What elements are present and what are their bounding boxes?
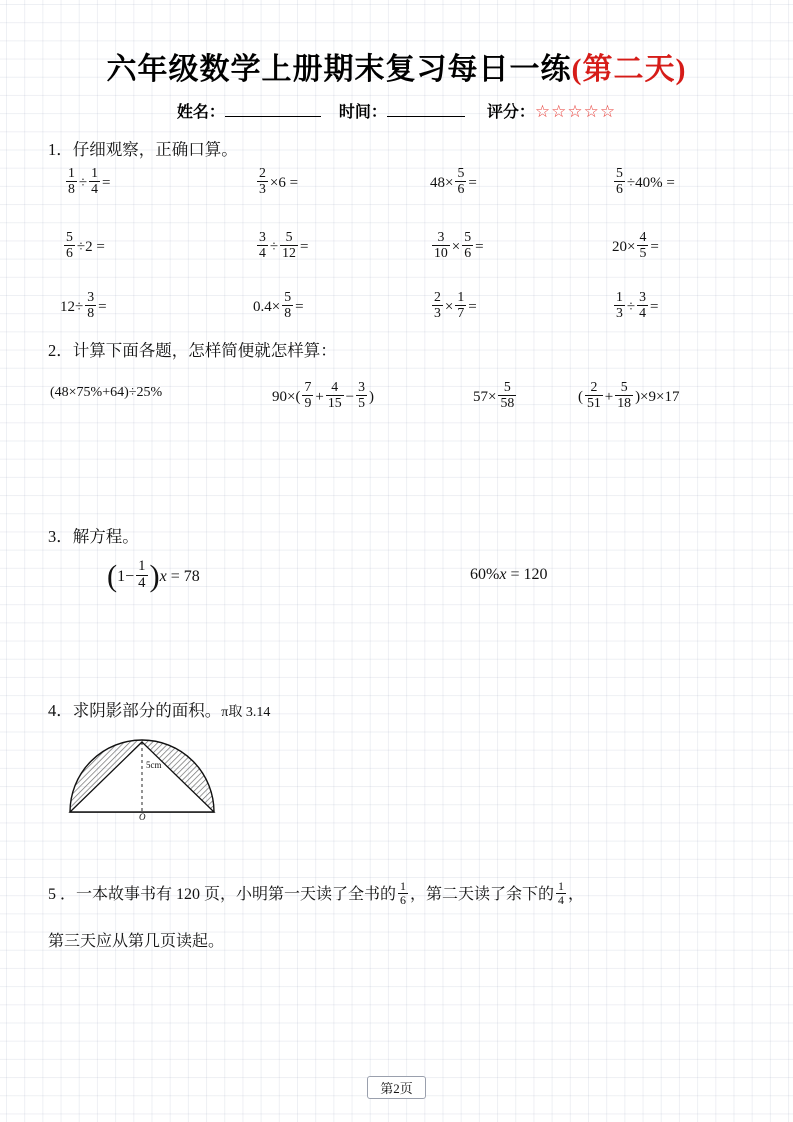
q2-item-4: ( $\frac{2}{51}$ + $\frac{5}{18}$ )×9×17	[578, 379, 680, 411]
question-5-line-1: 5 ．一本故事书有 120 页，小明第一天读了全书的 $\frac{1}{6}$ ，第二天读了余下的 $\frac{1}{4}$ ，	[48, 879, 585, 908]
question-2-number: 2．	[48, 341, 73, 360]
page-title-main: 六年级数学上册期末复习每日一练	[106, 53, 572, 86]
name-field[interactable]	[225, 116, 321, 117]
question-3-number: 3．	[48, 527, 73, 546]
page-title-suffix: (第二天)	[571, 53, 687, 86]
q1-item-8: 20× $\frac{4}{5}$ =	[612, 229, 659, 261]
q1-item-2: $\frac{2}{3}$ ×6 =	[259, 165, 299, 197]
q1-item-6: $\frac{3}{4}$ ÷ $\frac{5}{12}$ =	[259, 229, 309, 261]
question-5-line-2	[48, 925, 224, 959]
q2-item-1: (48×75%+64)÷25%	[50, 385, 163, 400]
page-title	[0, 44, 793, 88]
q1-item-5: $\frac{5}{6}$ ÷2 =	[66, 229, 105, 261]
q1-item-3: 48× $\frac{5}{6}$ =	[430, 165, 477, 197]
question-2-text: 计算下面各题，怎样简便就怎样算：	[72, 341, 337, 360]
q2-item-2: 90×( $\frac{7}{9}$ + $\frac{4}{15}$ − $\frac{3}{5}$ )	[272, 379, 375, 411]
q2-item-3: 57× $\frac{5}{58}$	[473, 379, 515, 411]
question-5-text-b: ，第二天读了余下的	[410, 886, 555, 903]
semicircle-diagram	[62, 736, 222, 822]
name-label: 姓名：	[176, 104, 225, 121]
question-4-heading	[48, 697, 270, 721]
question-5-text-c: ，	[568, 886, 585, 903]
q1-item-4: $\frac{5}{6}$ ÷40% =	[616, 165, 675, 197]
q1-item-10: 0.4× $\frac{5}{8}$ =	[253, 289, 304, 321]
score-stars[interactable]: ☆☆☆☆☆	[534, 102, 617, 121]
page-number: 第2页	[367, 1076, 426, 1099]
q1-item-7: $\frac{3}{10}$ × $\frac{5}{6}$ =	[434, 229, 484, 261]
q3-item-1: (1− $\frac{1}{4}$ )x = 78	[107, 558, 200, 593]
question-4-number: 4．	[48, 701, 73, 720]
meta-row	[0, 99, 793, 122]
question-4-text: 求阴影部分的面积。	[72, 701, 222, 720]
question-1-number: 1．	[48, 140, 73, 159]
question-5-text-d: 第三天应从第几页读起。	[48, 933, 225, 950]
question-2-heading	[48, 337, 337, 361]
question-4-note: π取 3.14	[221, 705, 271, 720]
shaded-area-figure	[62, 736, 222, 822]
page-footer	[0, 1076, 793, 1099]
radius-label: 5cm	[146, 760, 162, 770]
time-label: 时间：	[338, 104, 387, 121]
time-field[interactable]	[387, 116, 465, 117]
q1-item-12: $\frac{1}{3}$ ÷ $\frac{3}{4}$ =	[616, 289, 659, 321]
question-1-text: 仔细观察，正确口算。	[72, 140, 238, 159]
q3-item-2: 60%x = 120	[470, 566, 548, 583]
center-label: O	[139, 812, 146, 822]
q1-item-9: 12÷ $\frac{3}{8}$ =	[60, 289, 107, 321]
question-5-text-a: 5 ．一本故事书有 120 页，小明第一天读了全书的	[48, 886, 397, 903]
score-label: 评分：	[486, 104, 535, 121]
question-3-heading	[48, 523, 139, 547]
q1-item-11: $\frac{2}{3}$ × $\frac{1}{7}$ =	[434, 289, 477, 321]
question-1-heading	[48, 136, 238, 160]
question-3-text: 解方程。	[72, 527, 139, 546]
q1-item-1: $\frac{1}{8}$ ÷ $\frac{1}{4}$ =	[68, 165, 111, 197]
